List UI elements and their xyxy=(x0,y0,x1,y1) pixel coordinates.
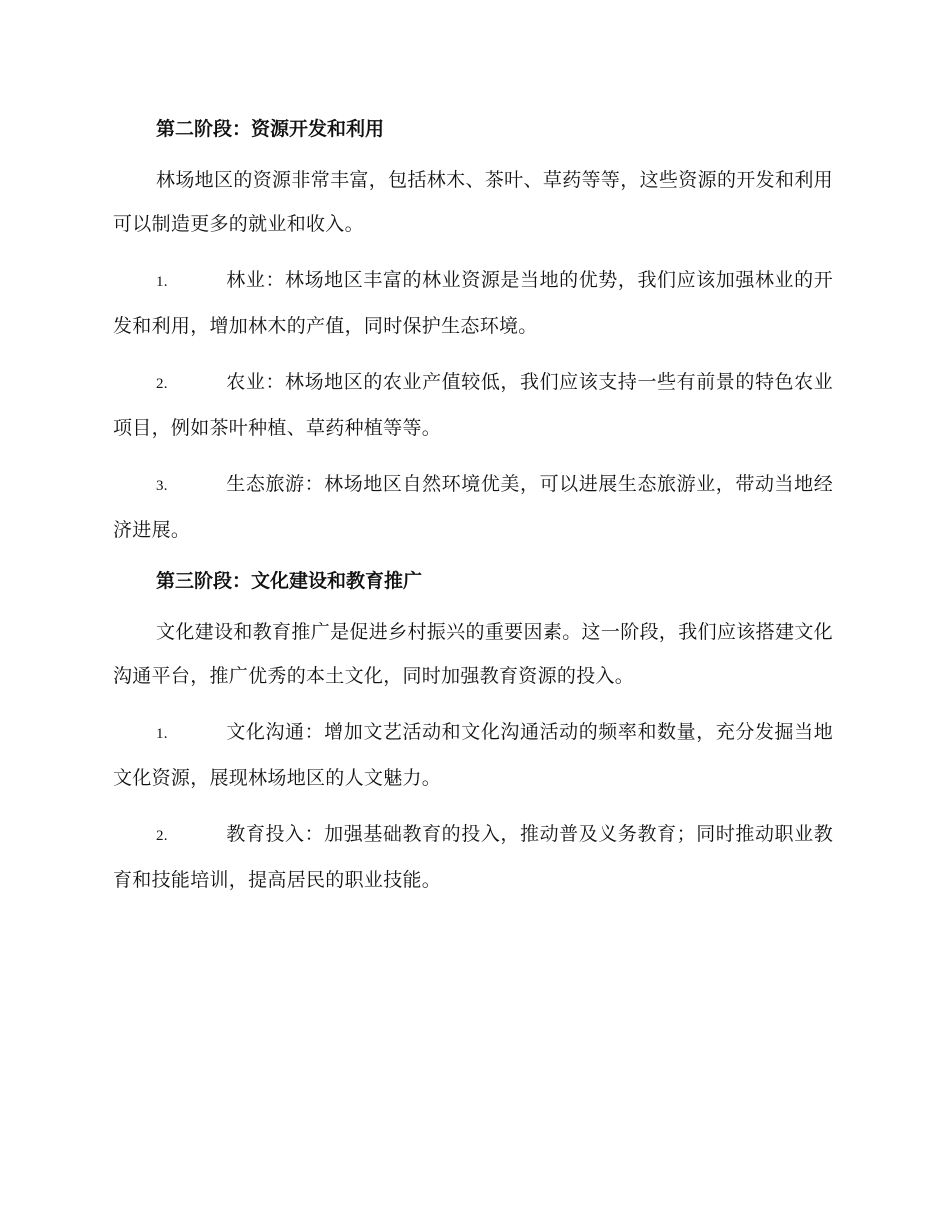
list-number: 1. xyxy=(156,274,168,290)
list-text: 文化沟通：增加文艺活动和文化沟通活动的频率和数量，充分发掘当地文化资源，展现林场地区的人文魅力。 xyxy=(113,721,833,789)
list-item xyxy=(113,360,833,450)
section-stage-two xyxy=(113,112,833,552)
section-heading: 第三阶段：文化建设和教育推广 xyxy=(156,570,423,592)
list-number: 3. xyxy=(156,478,168,494)
list-item xyxy=(113,258,833,348)
section-heading: 第二阶段：资源开发和利用 xyxy=(156,118,385,140)
document-page xyxy=(113,112,833,914)
section-intro: 文化建设和教育推广是促进乡村振兴的重要因素。这一阶段，我们应该搭建文化沟通平台，推广优秀的本土文化，同时加强教育资源的投入。 xyxy=(113,621,833,687)
list-text: 农业：林场地区的农业产值较低，我们应该支持一些有前景的特色农业项目，例如茶叶种植、草药种植等等。 xyxy=(113,371,833,439)
list-text: 教育投入：加强基础教育的投入，推动普及义务教育；同时推动职业教育和技能培训，提高居民的职业技能。 xyxy=(113,823,833,891)
list-number: 2. xyxy=(156,828,168,844)
list-item xyxy=(113,710,833,800)
list-text: 林业：林场地区丰富的林业资源是当地的优势，我们应该加强林业的开发和利用，增加林木的产值，同时保护生态环境。 xyxy=(113,269,833,337)
list-number: 1. xyxy=(156,726,168,742)
section-stage-three xyxy=(113,564,833,902)
list-item xyxy=(113,462,833,552)
section-intro: 林场地区的资源非常丰富，包括林木、茶叶、草药等等，这些资源的开发和利用可以制造更多的就业和收入。 xyxy=(113,169,833,235)
list-item xyxy=(113,812,833,902)
list-text: 生态旅游：林场地区自然环境优美，可以进展生态旅游业，带动当地经济进展。 xyxy=(113,473,833,541)
list-number: 2. xyxy=(156,376,168,392)
